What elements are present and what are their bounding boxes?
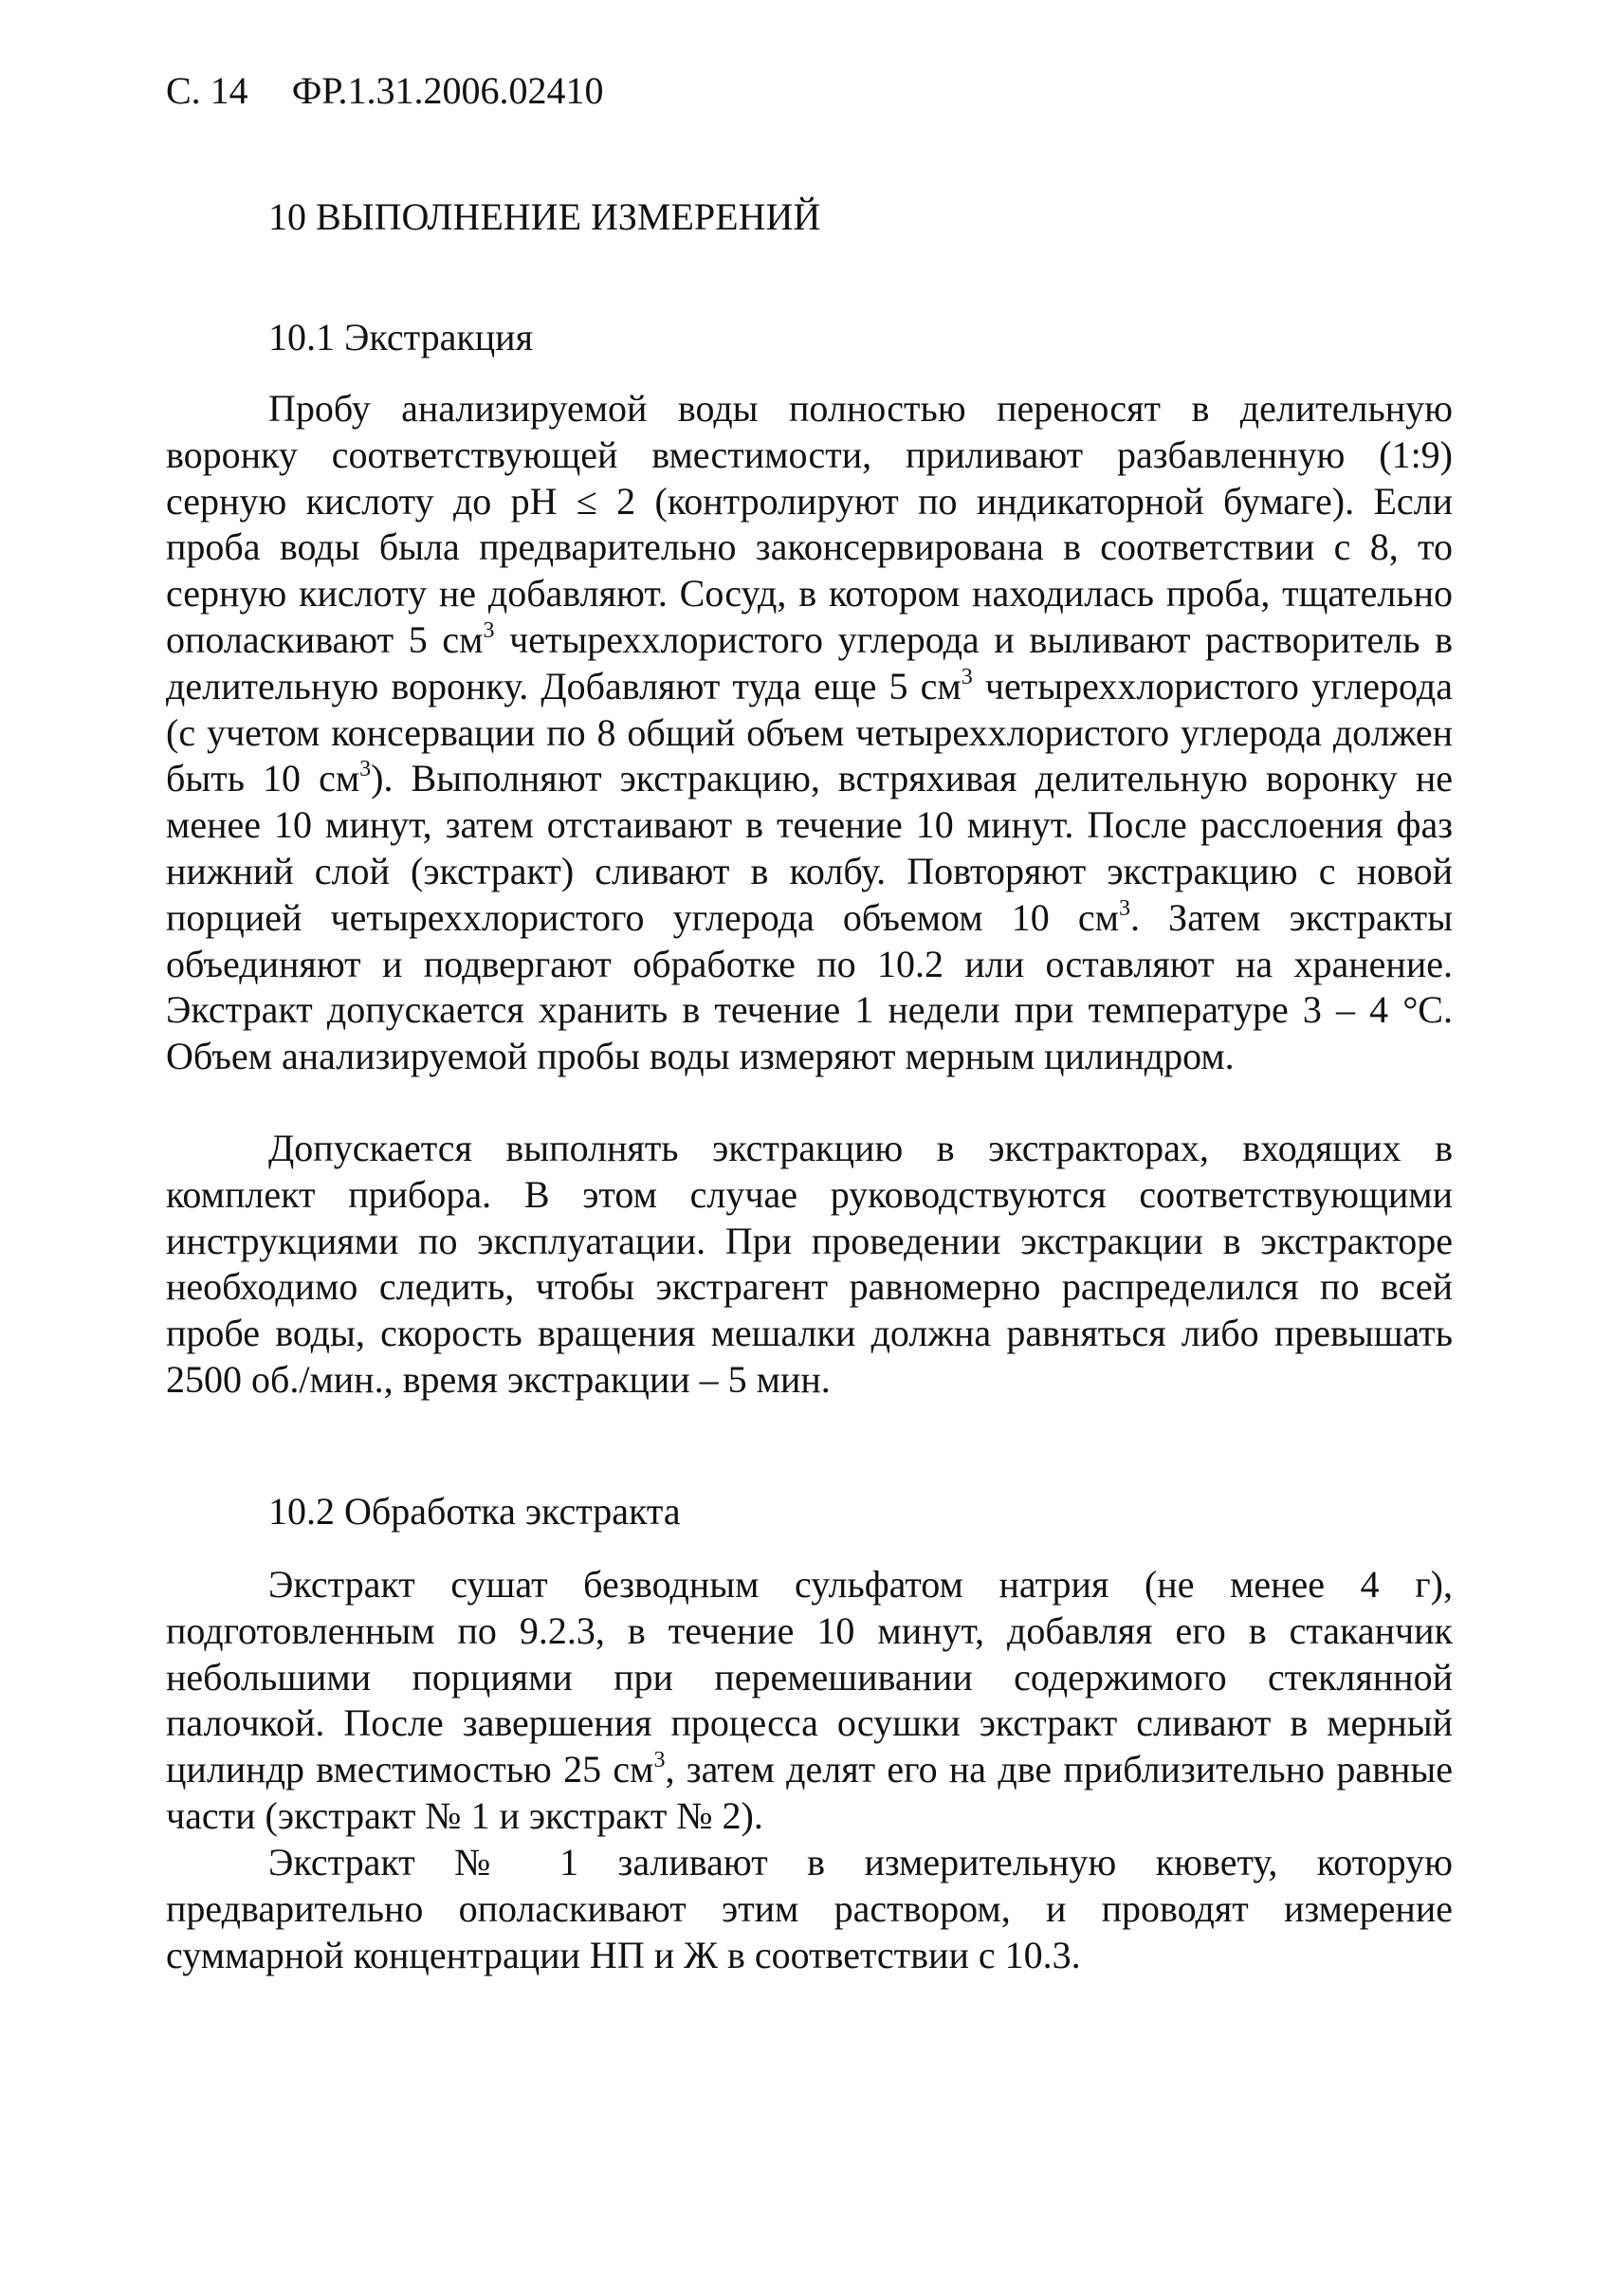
subsection-title-extract-processing: 10.2 Обработка экстракта — [268, 1490, 681, 1533]
section-title: 10 ВЫПОЛНЕНИЕ ИЗМЕРЕНИЙ — [268, 195, 821, 238]
paragraph-text: Допускается выполнять экстракцию в экстракторах, входящих в комплект прибора. В этом случае руководствуются соответствующими инструкциями по эксплуатации. При проведении экстракции в экстракторе необходимо следить, чтобы экстрагент равномерно распределился по всей пробе воды, скорость вращения мешалки должна равняться либо превышать 2500 об./мин., время экстракции – 5 мин. — [166, 1127, 1453, 1401]
paragraph-text: Экстракт сушат безводным сульфатом натрия (не менее 4 г), подготовленным по 9.2.3, в течение 10 минут, добавляя его в стаканчик небольшими порциями при перемешивании содержимого стеклянной палочкой. После завершения процесса осушки экстракт сливают в мерный цилиндр вместимостью 25 см — [166, 1563, 1453, 1791]
document-code: ФР.1.31.2006.02410 — [291, 69, 604, 112]
superscript: 3 — [359, 757, 372, 782]
paragraph-text: ). Выполняют экстракцию, встряхивая делительную воронку не менее 10 минут, затем отстаивают в течение 10 минут. После расслоения фаз нижний слой (экстракт) сливают в колбу. Повторяют экстракцию с новой порцией четыреххлористого углерода объемом 10 см — [166, 757, 1453, 939]
paragraph-text: . Затем экстракты объединяют и подвергают обработке по 10.2 или оставляют на хранение. Экстракт допускается хранить в течение 1 недели при температуре 3 – 4 °С. Объем анализируемой пробы воды измеряют мерным цилиндром. — [166, 895, 1453, 1078]
paragraph-extractor-usage — [166, 1126, 1453, 1404]
paragraph-extraction-procedure — [166, 386, 1453, 1080]
page-header — [166, 68, 604, 114]
superscript: 3 — [653, 1748, 666, 1773]
paragraph-extract-drying — [166, 1562, 1453, 1840]
paragraph-text: четыреххлористого углерода (с учетом консервации по 8 общий объем четыреххлористого углерода должен быть 10 см — [166, 664, 1453, 800]
paragraph-text: Пробу анализируемой воды полностью переносят в делительную воронку соответствующей вместимости, приливают разбавленную (1:9) серную кислоту до pH ≤ 2 (контролируют по индикаторной бумаге). Если проба воды была предварительно законсервирована в соответствии с 8, то серную кислоту не добавляют. Сосуд, в котором находилась проба, тщательно ополаскивают 5 см — [166, 387, 1453, 661]
superscript: 3 — [1118, 895, 1130, 921]
subsection-title-extraction: 10.1 Экстракция — [268, 316, 533, 358]
superscript: 3 — [961, 664, 973, 689]
superscript: 3 — [483, 617, 495, 643]
paragraph-text: четыреххлористого углерода и выливают растворитель в делительную воронку. Добавляют туда еще 5 см — [166, 617, 1453, 707]
paragraph-extract-measurement — [166, 1840, 1453, 1978]
paragraph-text: Экстракт № 1 заливают в измерительную кювету, которую предварительно ополаскивают этим раствором, и проводят измерение суммарной концентрации НП и Ж в соответствии с 10.3. — [166, 1841, 1453, 1976]
page-number: С. 14 — [166, 69, 248, 112]
paragraph-text: , затем делят его на две приблизительно равные части (экстракт № 1 и экстракт № 2). — [166, 1748, 1453, 1837]
